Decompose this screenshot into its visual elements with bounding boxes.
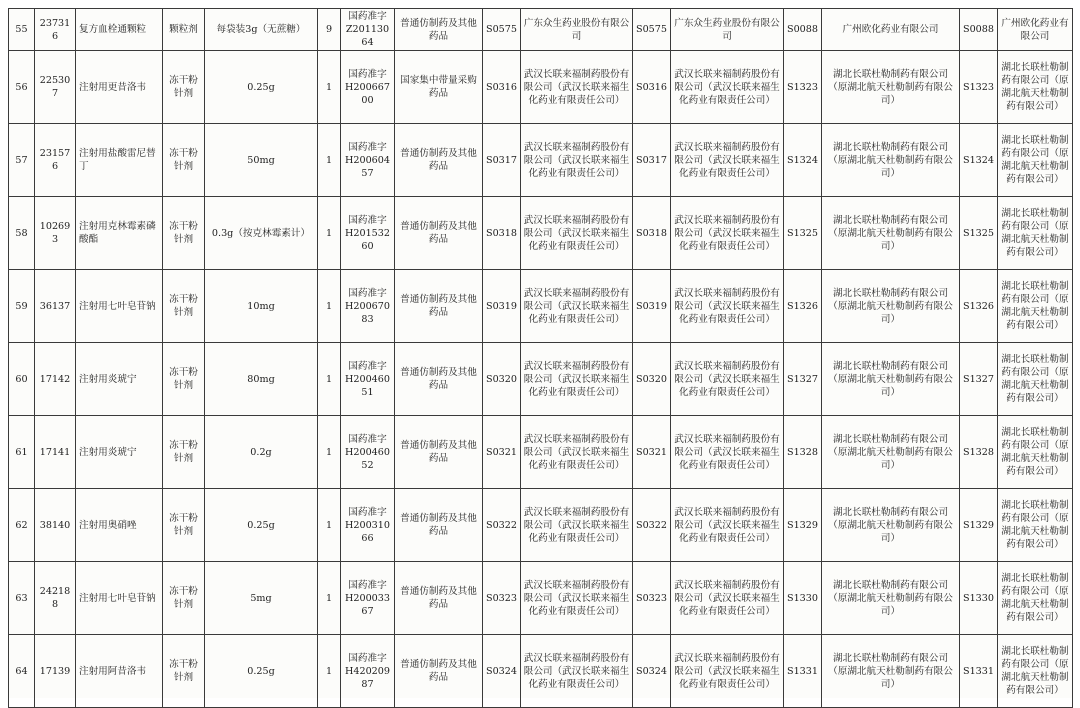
enterprise-code-cell: S0319 <box>633 270 671 343</box>
approval-number-cell: 国药准字 H42020987 <box>341 635 395 708</box>
enterprise-code-cell: S0319 <box>483 270 521 343</box>
table-row <box>9 343 1073 416</box>
enterprise-name-cell: 武汉长联来福制药股份有限公司（武汉长联来福生化药业有限责任公司） <box>671 124 784 197</box>
dosage-form-cell: 冻干粉针剂 <box>163 270 205 343</box>
enterprise-code-cell: S1326 <box>784 270 822 343</box>
table-row <box>9 416 1073 489</box>
enterprise-name-cell: 湖北长联杜勒制药有限公司（原湖北航天杜勒制药有限公司） <box>998 270 1073 343</box>
conversion-coefficient-cell: 1 <box>318 51 341 124</box>
specification-cell: 0.2g <box>205 416 318 489</box>
drug-category-cell: 国家集中带量采购药品 <box>395 51 483 124</box>
dosage-form-cell: 冻干粉针剂 <box>163 343 205 416</box>
drug-code-cell: 17139 <box>35 635 76 708</box>
enterprise-code-cell: S1329 <box>960 489 998 562</box>
drug-name-cell: 注射用炎琥宁 <box>76 343 163 416</box>
dosage-form-cell: 冻干粉针剂 <box>163 124 205 197</box>
conversion-coefficient-cell: 9 <box>318 9 341 51</box>
enterprise-code-cell: S1327 <box>784 343 822 416</box>
enterprise-code-cell: S0317 <box>633 124 671 197</box>
table-row <box>9 562 1073 635</box>
drug-name-cell: 复方血栓通颗粒 <box>76 9 163 51</box>
enterprise-name-cell: 湖北长联杜勒制药有限公司（原湖北航天杜勒制药有限公司） <box>998 489 1073 562</box>
conversion-coefficient-cell: 1 <box>318 197 341 270</box>
row-number-cell: 58 <box>9 197 35 270</box>
table-row <box>9 635 1073 708</box>
enterprise-code-cell: S1331 <box>784 635 822 708</box>
row-number-cell: 64 <box>9 635 35 708</box>
enterprise-code-cell: S0322 <box>633 489 671 562</box>
enterprise-code-cell: S0316 <box>633 51 671 124</box>
specification-cell: 10mg <box>205 270 318 343</box>
drug-category-cell: 普通仿制药及其他药品 <box>395 562 483 635</box>
drug-name-cell: 注射用奥硝唑 <box>76 489 163 562</box>
conversion-coefficient-cell: 1 <box>318 124 341 197</box>
enterprise-name-cell: 武汉长联来福制药股份有限公司（武汉长联来福生化药业有限责任公司） <box>521 416 633 489</box>
drug-category-cell: 普通仿制药及其他药品 <box>395 416 483 489</box>
drug-code-cell: 36137 <box>35 270 76 343</box>
enterprise-code-cell: S1325 <box>784 197 822 270</box>
drug-category-cell: 普通仿制药及其他药品 <box>395 489 483 562</box>
dosage-form-cell: 颗粒剂 <box>163 9 205 51</box>
table-body <box>9 9 1073 708</box>
approval-number-cell: 国药准字 H20046051 <box>341 343 395 416</box>
table-row <box>9 9 1073 51</box>
enterprise-code-cell: S0322 <box>483 489 521 562</box>
enterprise-name-cell: 湖北长联杜勒制药有限公司（原湖北航天杜勒制药有限公司） <box>822 562 960 635</box>
enterprise-name-cell: 武汉长联来福制药股份有限公司（武汉长联来福生化药业有限责任公司） <box>671 343 784 416</box>
enterprise-code-cell: S1324 <box>784 124 822 197</box>
enterprise-name-cell: 武汉长联来福制药股份有限公司（武汉长联来福生化药业有限责任公司） <box>671 270 784 343</box>
table-row <box>9 197 1073 270</box>
table-row <box>9 124 1073 197</box>
enterprise-code-cell: S0320 <box>483 343 521 416</box>
enterprise-code-cell: S0317 <box>483 124 521 197</box>
enterprise-name-cell: 武汉长联来福制药股份有限公司（武汉长联来福生化药业有限责任公司） <box>671 635 784 708</box>
enterprise-code-cell: S0324 <box>483 635 521 708</box>
enterprise-code-cell: S0575 <box>483 9 521 51</box>
enterprise-code-cell: S1328 <box>960 416 998 489</box>
enterprise-code-cell: S1326 <box>960 270 998 343</box>
conversion-coefficient-cell: 1 <box>318 416 341 489</box>
enterprise-code-cell: S1328 <box>784 416 822 489</box>
approval-number-cell: 国药准字 H20046052 <box>341 416 395 489</box>
enterprise-code-cell: S1329 <box>784 489 822 562</box>
enterprise-code-cell: S0316 <box>483 51 521 124</box>
approval-number-cell: 国药准字 Z20113064 <box>341 9 395 51</box>
enterprise-code-cell: S0321 <box>483 416 521 489</box>
enterprise-name-cell: 武汉长联来福制药股份有限公司（武汉长联来福生化药业有限责任公司） <box>521 562 633 635</box>
dosage-form-cell: 冻干粉针剂 <box>163 51 205 124</box>
table-row <box>9 270 1073 343</box>
enterprise-code-cell: S1330 <box>960 562 998 635</box>
enterprise-name-cell: 湖北长联杜勒制药有限公司（原湖北航天杜勒制药有限公司） <box>998 197 1073 270</box>
drug-name-cell: 注射用阿昔洛韦 <box>76 635 163 708</box>
enterprise-code-cell: S1324 <box>960 124 998 197</box>
approval-number-cell: 国药准字 H20060457 <box>341 124 395 197</box>
drug-name-cell: 注射用七叶皂苷钠 <box>76 562 163 635</box>
drug-category-cell: 普通仿制药及其他药品 <box>395 124 483 197</box>
drug-code-cell: 242188 <box>35 562 76 635</box>
specification-cell: 5mg <box>205 562 318 635</box>
enterprise-name-cell: 湖北长联杜勒制药有限公司（原湖北航天杜勒制药有限公司） <box>822 197 960 270</box>
drug-code-cell: 17141 <box>35 416 76 489</box>
drug-list-table <box>8 8 1073 708</box>
drug-name-cell: 注射用七叶皂苷钠 <box>76 270 163 343</box>
drug-category-cell: 普通仿制药及其他药品 <box>395 270 483 343</box>
enterprise-name-cell: 武汉长联来福制药股份有限公司（武汉长联来福生化药业有限责任公司） <box>671 416 784 489</box>
enterprise-name-cell: 武汉长联来福制药股份有限公司（武汉长联来福生化药业有限责任公司） <box>671 562 784 635</box>
enterprise-name-cell: 广州欧化药业有限公司 <box>822 9 960 51</box>
row-number-cell: 56 <box>9 51 35 124</box>
specification-cell: 80mg <box>205 343 318 416</box>
enterprise-name-cell: 武汉长联来福制药股份有限公司（武汉长联来福生化药业有限责任公司） <box>521 489 633 562</box>
enterprise-name-cell: 湖北长联杜勒制药有限公司（原湖北航天杜勒制药有限公司） <box>998 416 1073 489</box>
enterprise-code-cell: S0318 <box>633 197 671 270</box>
enterprise-name-cell: 湖北长联杜勒制药有限公司（原湖北航天杜勒制药有限公司） <box>998 124 1073 197</box>
enterprise-name-cell: 广东众生药业股份有限公司 <box>671 9 784 51</box>
row-number-cell: 61 <box>9 416 35 489</box>
drug-code-cell: 102693 <box>35 197 76 270</box>
approval-number-cell: 国药准字 H20067083 <box>341 270 395 343</box>
specification-cell: 0.25g <box>205 635 318 708</box>
enterprise-name-cell: 湖北长联杜勒制药有限公司（原湖北航天杜勒制药有限公司） <box>998 51 1073 124</box>
enterprise-name-cell: 武汉长联来福制药股份有限公司（武汉长联来福生化药业有限责任公司） <box>521 343 633 416</box>
enterprise-name-cell: 湖北长联杜勒制药有限公司（原湖北航天杜勒制药有限公司） <box>822 270 960 343</box>
row-number-cell: 57 <box>9 124 35 197</box>
enterprise-name-cell: 武汉长联来福制药股份有限公司（武汉长联来福生化药业有限责任公司） <box>521 51 633 124</box>
drug-category-cell: 普通仿制药及其他药品 <box>395 9 483 51</box>
row-number-cell: 55 <box>9 9 35 51</box>
drug-code-cell: 237316 <box>35 9 76 51</box>
conversion-coefficient-cell: 1 <box>318 489 341 562</box>
specification-cell: 50mg <box>205 124 318 197</box>
enterprise-name-cell: 湖北长联杜勒制药有限公司（原湖北航天杜勒制药有限公司） <box>822 124 960 197</box>
drug-code-cell: 17142 <box>35 343 76 416</box>
conversion-coefficient-cell: 1 <box>318 270 341 343</box>
enterprise-name-cell: 武汉长联来福制药股份有限公司（武汉长联来福生化药业有限责任公司） <box>521 635 633 708</box>
dosage-form-cell: 冻干粉针剂 <box>163 562 205 635</box>
row-number-cell: 63 <box>9 562 35 635</box>
enterprise-code-cell: S0321 <box>633 416 671 489</box>
enterprise-code-cell: S0318 <box>483 197 521 270</box>
enterprise-name-cell: 武汉长联来福制药股份有限公司（武汉长联来福生化药业有限责任公司） <box>521 124 633 197</box>
drug-code-cell: 38140 <box>35 489 76 562</box>
dosage-form-cell: 冻干粉针剂 <box>163 197 205 270</box>
drug-category-cell: 普通仿制药及其他药品 <box>395 197 483 270</box>
enterprise-code-cell: S0088 <box>784 9 822 51</box>
approval-number-cell: 国药准字 H20153260 <box>341 197 395 270</box>
row-number-cell: 60 <box>9 343 35 416</box>
enterprise-code-cell: S1330 <box>784 562 822 635</box>
row-number-cell: 62 <box>9 489 35 562</box>
drug-name-cell: 注射用克林霉素磷酸酯 <box>76 197 163 270</box>
enterprise-name-cell: 武汉长联来福制药股份有限公司（武汉长联来福生化药业有限责任公司） <box>671 197 784 270</box>
drug-name-cell: 注射用更昔洛韦 <box>76 51 163 124</box>
enterprise-name-cell: 湖北长联杜勒制药有限公司（原湖北航天杜勒制药有限公司） <box>998 635 1073 708</box>
enterprise-name-cell: 湖北长联杜勒制药有限公司（原湖北航天杜勒制药有限公司） <box>822 635 960 708</box>
enterprise-name-cell: 湖北长联杜勒制药有限公司（原湖北航天杜勒制药有限公司） <box>998 343 1073 416</box>
drug-code-cell: 225307 <box>35 51 76 124</box>
document-page <box>8 8 1072 698</box>
enterprise-code-cell: S0320 <box>633 343 671 416</box>
enterprise-name-cell: 湖北长联杜勒制药有限公司（原湖北航天杜勒制药有限公司） <box>822 489 960 562</box>
specification-cell: 0.3g（按克林霉素计） <box>205 197 318 270</box>
enterprise-name-cell: 湖北长联杜勒制药有限公司（原湖北航天杜勒制药有限公司） <box>998 562 1073 635</box>
enterprise-code-cell: S0088 <box>960 9 998 51</box>
dosage-form-cell: 冻干粉针剂 <box>163 635 205 708</box>
enterprise-name-cell: 湖北长联杜勒制药有限公司（原湖北航天杜勒制药有限公司） <box>822 343 960 416</box>
conversion-coefficient-cell: 1 <box>318 562 341 635</box>
enterprise-code-cell: S0575 <box>633 9 671 51</box>
conversion-coefficient-cell: 1 <box>318 635 341 708</box>
enterprise-name-cell: 武汉长联来福制药股份有限公司（武汉长联来福生化药业有限责任公司） <box>521 197 633 270</box>
table-row <box>9 51 1073 124</box>
enterprise-code-cell: S0323 <box>483 562 521 635</box>
enterprise-code-cell: S1325 <box>960 197 998 270</box>
approval-number-cell: 国药准字 H20066700 <box>341 51 395 124</box>
enterprise-name-cell: 武汉长联来福制药股份有限公司（武汉长联来福生化药业有限责任公司） <box>671 51 784 124</box>
dosage-form-cell: 冻干粉针剂 <box>163 416 205 489</box>
conversion-coefficient-cell: 1 <box>318 343 341 416</box>
specification-cell: 0.25g <box>205 489 318 562</box>
approval-number-cell: 国药准字 H20031066 <box>341 489 395 562</box>
specification-cell: 每袋装3g（无蔗糖） <box>205 9 318 51</box>
enterprise-code-cell: S1331 <box>960 635 998 708</box>
dosage-form-cell: 冻干粉针剂 <box>163 489 205 562</box>
approval-number-cell: 国药准字 H20003367 <box>341 562 395 635</box>
drug-category-cell: 普通仿制药及其他药品 <box>395 343 483 416</box>
enterprise-name-cell: 武汉长联来福制药股份有限公司（武汉长联来福生化药业有限责任公司） <box>521 270 633 343</box>
drug-code-cell: 231576 <box>35 124 76 197</box>
enterprise-name-cell: 广州欧化药业有限公司 <box>998 9 1073 51</box>
enterprise-code-cell: S0323 <box>633 562 671 635</box>
enterprise-name-cell: 湖北长联杜勒制药有限公司（原湖北航天杜勒制药有限公司） <box>822 416 960 489</box>
row-number-cell: 59 <box>9 270 35 343</box>
enterprise-name-cell: 湖北长联杜勒制药有限公司（原湖北航天杜勒制药有限公司） <box>822 51 960 124</box>
enterprise-code-cell: S1327 <box>960 343 998 416</box>
drug-name-cell: 注射用盐酸雷尼替丁 <box>76 124 163 197</box>
drug-name-cell: 注射用炎琥宁 <box>76 416 163 489</box>
enterprise-code-cell: S1323 <box>960 51 998 124</box>
enterprise-code-cell: S0324 <box>633 635 671 708</box>
specification-cell: 0.25g <box>205 51 318 124</box>
enterprise-name-cell: 武汉长联来福制药股份有限公司（武汉长联来福生化药业有限责任公司） <box>671 489 784 562</box>
enterprise-code-cell: S1323 <box>784 51 822 124</box>
enterprise-name-cell: 广东众生药业股份有限公司 <box>521 9 633 51</box>
drug-category-cell: 普通仿制药及其他药品 <box>395 635 483 708</box>
table-row <box>9 489 1073 562</box>
